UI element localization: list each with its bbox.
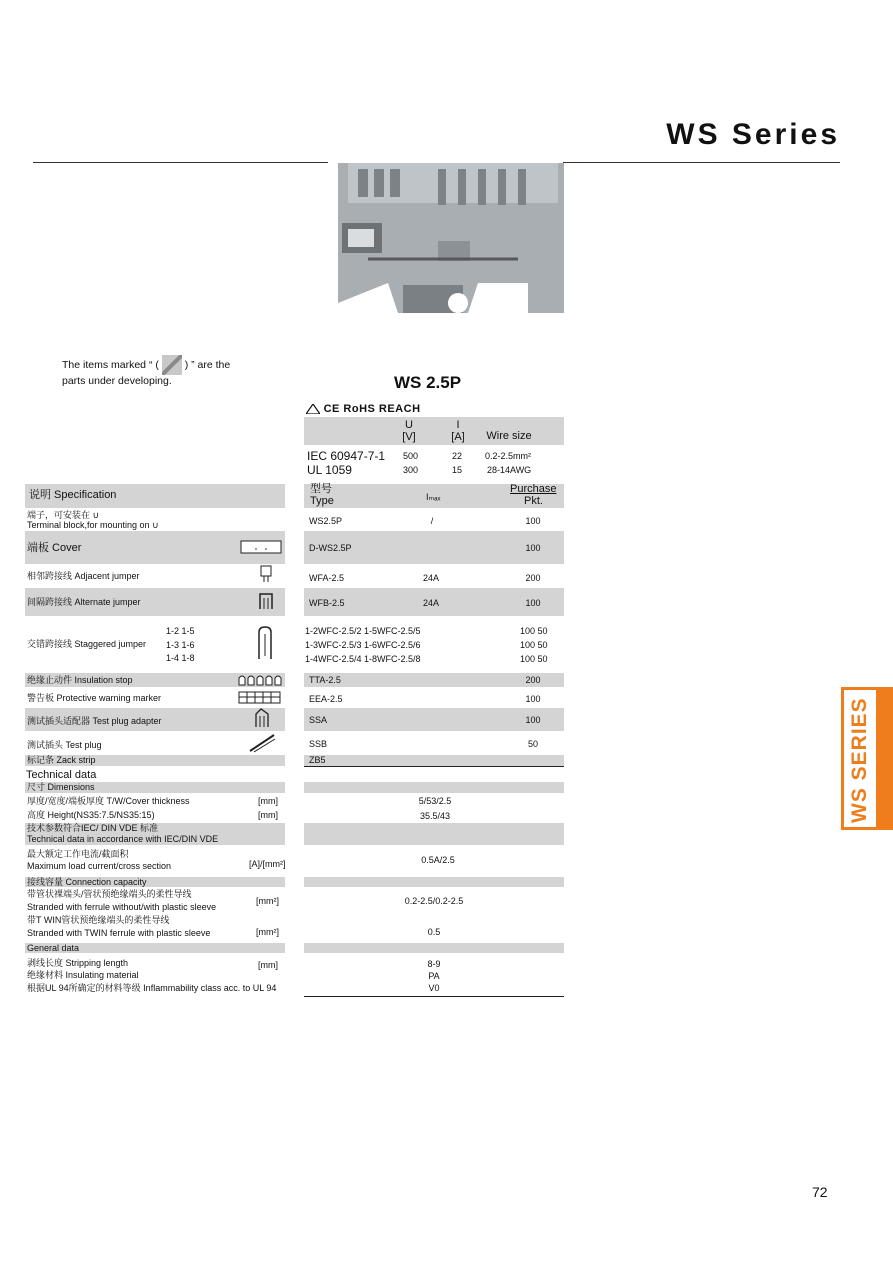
cover-icon (240, 540, 282, 554)
spec-table-bottom-rule (304, 766, 564, 767)
adjacent-pkt: 200 (525, 573, 541, 583)
insulating-value: PA (428, 971, 440, 981)
pkt-label: Pkt. (524, 495, 543, 507)
plug-type: SSB (309, 739, 328, 749)
adjacent-jumper-icon (260, 565, 272, 583)
note-line1a: The items marked “ ( (62, 358, 159, 371)
general-band-right (304, 943, 564, 953)
side-tab (841, 687, 893, 830)
ferrule-value: 0.2-2.5/0.2-2.5 (404, 896, 464, 906)
terminal-type: WS2.5P (309, 516, 343, 526)
thickness-label: 厚度/宽度/端板厚度 T/W/Cover thickness (27, 796, 190, 806)
standard-cn: 技术参数符合IEC/ DIN VDE 标准 (27, 823, 159, 833)
staggered-jumper-icon (256, 626, 274, 660)
ul94-label: 根据UL 94所确定的材料等级 Inflammability class acc. to UL 94 (27, 983, 277, 993)
terminal-imax: / (430, 516, 434, 526)
ccc-mark-icon (306, 404, 320, 414)
rating-standard: UL 1059 (307, 463, 352, 477)
rating-wire: 28-14AWG (487, 465, 532, 475)
type-en: Type (310, 495, 334, 507)
development-note (62, 355, 262, 387)
staggered-type: 1-2WFC-2.5/2 1-5WFC-2.5/5 (305, 626, 421, 636)
max-load-unit: [A]/[mm²] (249, 859, 286, 869)
plug-pkt: 50 (527, 739, 538, 749)
rating-current: 22 (452, 451, 463, 461)
staggered-combo: 1-2 1-5 (166, 626, 195, 636)
i-unit: [A] (451, 431, 465, 443)
i-symbol: I (456, 419, 460, 431)
page-number: 72 (812, 1184, 828, 1200)
alternate-jumper-icon (259, 592, 273, 610)
ferrule-unit: [mm²] (256, 896, 279, 906)
staggered-type: 1-4WFC-2.5/4 1-8WFC-2.5/8 (305, 654, 421, 664)
twin-cn: 带T WIN管状预绝缘端头的柔性导线 (27, 915, 170, 925)
rating-header (304, 417, 564, 445)
stripping-label: 剥线长度 Stripping length (27, 958, 129, 968)
zack-type: ZB5 (309, 755, 326, 765)
marker-label: 警告板 Protective warning marker (27, 693, 162, 703)
side-tab-inner (844, 690, 876, 827)
insulation-pkt: 200 (525, 675, 541, 685)
marker-pkt: 100 (525, 694, 541, 704)
type-cn: 型号 (310, 483, 332, 495)
adapter-type: SSA (309, 715, 328, 725)
terminal-en: Terminal block,for mounting on ∪ (27, 520, 159, 530)
ul94-value: V0 (428, 983, 440, 993)
wire-size-label: Wire size (486, 430, 532, 442)
warning-marker-icon (238, 691, 282, 704)
terminal-pkt: 100 (525, 516, 541, 526)
series-title: WS Series (666, 118, 840, 151)
certifications (306, 403, 421, 415)
cover-pkt: 100 (525, 543, 541, 553)
u-unit: [V] (402, 431, 416, 443)
height-value: 35.5/43 (419, 811, 451, 821)
staggered-type: 1-3WFC-2.5/3 1-6WFC-2.5/6 (305, 640, 421, 650)
dimensions-label: 尺寸 Dimensions (27, 782, 95, 792)
test-plug-adapter-icon (254, 708, 270, 728)
note-line1b: ) ” are the (184, 358, 231, 371)
zack-label: 标记条 Zack strip (27, 755, 96, 765)
alternate-label: 间隔跨接线 Alternate jumper (27, 597, 141, 607)
adjacent-type: WFA-2.5 (309, 573, 345, 583)
imax-label: Iₘₐₓ (426, 492, 441, 502)
purchase-label: Purchase (510, 483, 557, 495)
alternate-imax: 24A (422, 598, 439, 608)
twin-unit: [mm²] (256, 927, 279, 937)
staggered-pkt: 100 50 (520, 654, 548, 664)
alternate-pkt: 100 (525, 598, 541, 608)
thickness-value: 5/53/2.5 (418, 796, 452, 806)
stripping-value: 8-9 (427, 959, 441, 969)
max-load-cn: 最大额定工作电流/截面积 (27, 849, 129, 859)
terminal-cn: 端子，可安装在 ∪ (27, 510, 100, 520)
technical-title: Technical data (26, 769, 97, 781)
ferrule-en: Stranded with ferrule without/with plastic sleeve (27, 902, 217, 912)
technical-bottom-rule (304, 996, 564, 997)
height-unit: [mm] (258, 810, 278, 820)
max-load-en: Maximum load current/cross section (27, 861, 172, 871)
staggered-combo: 1-4 1-8 (166, 653, 195, 663)
adapter-label: 测试插头适配器 Test plug adapter (27, 716, 162, 726)
height-label: 高度 Height(NS35:7.5/NS35:15) (27, 810, 155, 820)
insulation-label: 绝缘止动件 Insulation stop (27, 675, 133, 685)
staggered-pkt: 100 50 (520, 640, 548, 650)
developing-stamp-icon (162, 355, 182, 375)
insulating-label: 绝缘材料 Insulating material (27, 970, 139, 980)
u-symbol: U (405, 419, 413, 431)
rating-standard: IEC 60947-7-1 (307, 449, 386, 463)
standard-en: Technical data in accordance with IEC/DIN VDE (27, 834, 219, 844)
dimensions-band-right (304, 782, 564, 793)
side-tab-label: WS SERIES (848, 697, 871, 823)
insulation-stop-icon (238, 673, 282, 686)
adjacent-label: 相邻跨接线 Adjacent jumper (27, 571, 140, 581)
twin-value: 0.5 (427, 927, 441, 937)
thickness-unit: [mm] (258, 796, 278, 806)
note-line2: parts under developing. (62, 375, 172, 387)
cover-label: 端板 Cover (27, 542, 82, 554)
rating-voltage: 500 (403, 451, 419, 461)
model-title: WS 2.5P (394, 373, 462, 392)
zack-band-right (304, 755, 564, 766)
adjacent-imax: 24A (422, 573, 439, 583)
spec-header-label: 说明 Specification (29, 489, 117, 501)
general-label: General data (27, 943, 80, 953)
ferrule-cn: 带管状裸端头/管状预绝缘端头的柔性导线 (27, 889, 192, 899)
staggered-combo: 1-3 1-6 (166, 640, 195, 650)
stripping-unit: [mm] (258, 960, 278, 970)
cert-labels: CE RoHS REACH (323, 403, 421, 415)
standard-band-right (304, 823, 564, 845)
staggered-label: 交错跨接线 Staggered jumper (27, 639, 147, 649)
rating-wire: 0.2-2.5mm² (485, 451, 532, 461)
adapter-pkt: 100 (525, 715, 541, 725)
max-load-value: 0.5A/2.5 (421, 855, 455, 865)
rating-voltage: 300 (403, 465, 419, 475)
staggered-pkt: 100 50 (520, 626, 548, 636)
connection-band-right (304, 877, 564, 887)
twin-en: Stranded with TWIN ferrule with plastic sleeve (27, 928, 211, 938)
terminal-block-product-image (328, 163, 564, 315)
insulation-type: TTA-2.5 (309, 675, 341, 685)
connection-label: 接线容量 Connection capacity (27, 877, 147, 887)
header-rule-right (563, 162, 840, 163)
header-rule-left (33, 162, 328, 163)
test-plug-icon (248, 733, 276, 753)
plug-label: 测试插头 Test plug (27, 740, 102, 750)
alternate-type: WFB-2.5 (309, 598, 345, 608)
marker-type: EEA-2.5 (309, 694, 343, 704)
cover-type: D-WS2.5P (309, 543, 352, 553)
rating-current: 15 (452, 465, 463, 475)
